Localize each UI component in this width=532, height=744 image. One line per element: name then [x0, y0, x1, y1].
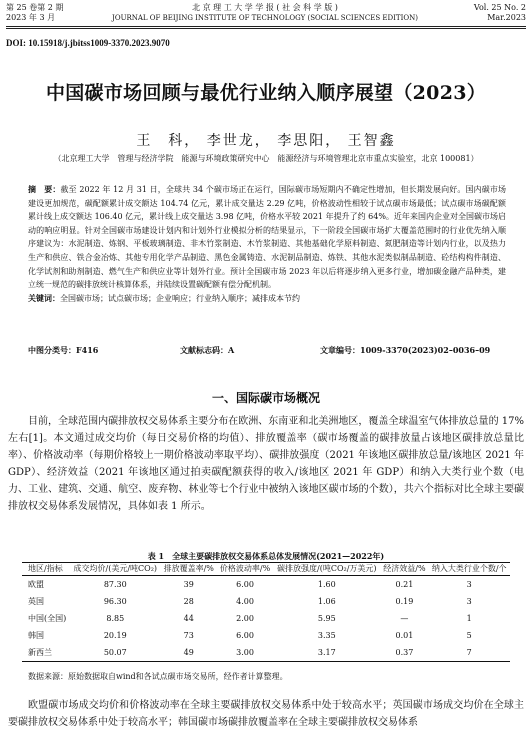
table-cell: 20.19	[103, 631, 127, 640]
table-cell: 73	[183, 631, 194, 640]
journal-name-cn: 北 京 理 工 大 学 学 报 ( 社 会 科 学 版 )	[192, 3, 338, 12]
table-cell: 4.00	[236, 597, 254, 606]
table-cell: 韩国	[28, 631, 44, 640]
table-cell: 3	[466, 580, 472, 589]
table-cell: 44	[183, 614, 194, 623]
header-cell: 排放覆盖率/%	[161, 563, 217, 576]
keywords: 全国碳市场；试点碳市场；企业响应；行业纳入顺序；减排成本节约	[60, 293, 300, 303]
table-cell: 1.06	[317, 597, 336, 606]
header-cell: 成交均价/(美元/吨CO₂)	[70, 563, 161, 576]
abstract-label: 摘 要：	[28, 184, 61, 194]
table-row	[22, 576, 510, 594]
table-cell: 8.85	[106, 614, 125, 623]
section-heading: 一、国际碳市场概况	[211, 391, 320, 405]
body-paragraph-2: 欧盟碳市场成交均价和价格波动率在全球主要碳排放权交易体系中处于较高水平；英国碳市场成交均价在全球主要碳排放权交易体系中处于较高水平；韩国碳市场碳排放覆盖率在全球主要碳排放权交易体系	[8, 700, 524, 728]
volume-issue: 第 25 卷第 2 期	[6, 3, 64, 12]
table-cell: 87.30	[103, 580, 127, 589]
header-cell: 价格波动率/%	[217, 563, 273, 576]
header-cell: 经济效益/%	[380, 563, 428, 576]
abstract-text: 截至 2022 年 12 月 31 日，全球共 34 个碳市场正在运行，国际碳市场短期内不确定性增加，但长期发展向好。国内碳市场建设更加规范，碳配额累计成交额达 104.74 亿元，累计成交量达 2.29 亿吨，价格波动性相较于试点碳市场最低；试点碳市场碳配额累计线上成交额达 106.40 亿元，累计线上成交量达 3.98 亿吨，价格水平较 2021 年提升了约 64%。近年来国内企业对全国碳市场启动的响应明显。针对全国碳市场建设计划内和计划外行业模拟分析的结果显示，下一阶段全国碳市场扩大覆盖范围时的行业优先纳入顺序建议为：水泥制造、炼钢、平板玻璃制造、非木竹浆制造、木竹浆制造、其他基础化学原料制造、氮肥制造等计划内行业，以及热力生产和供应、铁合金冶炼、其他专用化学产品制造、黑色金属铸造、水泥制品制造、炼铁、其他水泥类似制品制造、砼结构构件制造、化学试剂和助剂制造、燃气生产和供应业等计划外行业。预计全国碳市场 2023 年以后将逐步纳入更多行业，增加碳金融产品种类，建立统一规范的碳排放统计核算体系，并陆续设置碳配额有偿分配机制。	[28, 185, 506, 290]
table-cell: 英国	[28, 597, 44, 606]
article-title: 中国碳市场回顾与最优行业纳入顺序展望（2023）	[45, 82, 487, 104]
body-paragraph-1: 目前，全球范围内碳排放权交易体系主要分布在欧洲、东南亚和北美洲地区，覆盖全球温室气体排放总量的 17% 左右[1]。本文通过成交均价（每日交易价格的均值）、排放覆盖率（碳市场覆盖的碳排放量占该地区碳排放总量比率）、价格波动率（每期价格较上一期价格波动率取平均）、碳排放强度（2021 年该地区碳排放总量/该地区 2021 年 GDP）、经济效益（2021 年该地区通过拍卖碳配额获得的收入/该地区 2021 年 GDP）和纳入大类行业个数（电力、工业、建筑、交通、航空、废弃物、林业等七个行业中被纳入该地区碳市场的个数），共六个指标对比全球主要碳排放权交易体系发展情况，具体如表 1 所示。	[8, 416, 524, 512]
table-cell: 3.35	[317, 631, 336, 640]
table-cell: 0.21	[395, 580, 414, 589]
table-row	[22, 610, 510, 627]
doi: DOI: 10.15918/j.jbitss1009-3370.2023.9070	[6, 38, 170, 48]
table-cell: —	[400, 614, 409, 623]
header-cell: 碳排放强度/(吨CO₂/万美元)	[273, 563, 380, 576]
issue-date: 2023 年 3 月	[6, 13, 56, 22]
table-header-row	[22, 563, 510, 576]
keywords-label: 关键词：	[28, 292, 60, 303]
abstract	[28, 183, 506, 305]
table-cell: 中国(全国)	[28, 614, 67, 623]
table-cell: 50.07	[70, 644, 161, 662]
table-cell: 0.19	[395, 597, 414, 606]
table-cell: 6.00	[236, 580, 254, 589]
table-cell: 28	[183, 597, 194, 606]
affiliation: （北京理工大学 管理与经济学院 能源与环境政策研究中心 能源经济与环境管理北京市重点实验室，北京 100081）	[53, 154, 479, 163]
table-cell: 7	[428, 644, 510, 662]
article-number: 文章编号：1009-3370(2023)02–0036–09	[320, 345, 491, 355]
document-code: 文献标志码：A	[180, 345, 235, 355]
table-cell: 39	[183, 580, 194, 589]
table-row	[22, 627, 510, 644]
volume-en: Vol. 25 No. 2	[473, 3, 526, 12]
table-cell: 49	[161, 644, 217, 662]
table-cell: 5	[466, 631, 472, 640]
table-cell: 3.00	[217, 644, 273, 662]
journal-volume-en	[474, 3, 526, 23]
journal-name-en: JOURNAL OF BEIJING INSTITUTE OF TECHNOLOGY (SOCIAL SCIENCES EDITION)	[112, 14, 418, 22]
table-row	[22, 644, 510, 662]
clc-number: 中图分类号：F416	[28, 345, 99, 355]
table-cell: 欧盟	[28, 580, 44, 589]
table-cell: 96.30	[103, 597, 127, 606]
table-cell: 1.60	[317, 580, 336, 589]
table-cell: 1	[466, 614, 472, 623]
table-caption: 表 1 全球主要碳排放权交易体系总体发展情况(2021—2022年)	[147, 551, 385, 561]
journal-name	[110, 3, 420, 23]
authors: 王 科， 李世龙， 李思阳， 王智鑫	[136, 133, 396, 149]
table-cell: 2.00	[236, 614, 254, 623]
table-cell: 0.01	[395, 631, 414, 640]
table-cell: 6.00	[236, 631, 254, 640]
header-cell: 纳入大类行业个数/个	[428, 563, 510, 576]
table-cell: 5.95	[317, 614, 336, 623]
table-cell: 0.37	[380, 644, 428, 662]
table-note: 数据来源：原始数据取自wind和各试点碳市场交易所，经作者计算整理。	[28, 672, 288, 681]
table-cell: 3.17	[273, 644, 380, 662]
table-row	[22, 593, 510, 610]
journal-volume-info	[6, 3, 63, 23]
header-cell: 地区/指标	[22, 563, 70, 576]
header-rule	[6, 26, 526, 27]
table-cell: 3	[466, 597, 472, 606]
date-en: Mar.2023	[487, 13, 526, 22]
comparison-table	[22, 562, 510, 662]
table-cell: 新西兰	[22, 644, 70, 662]
header-rule-2	[6, 28, 526, 29]
